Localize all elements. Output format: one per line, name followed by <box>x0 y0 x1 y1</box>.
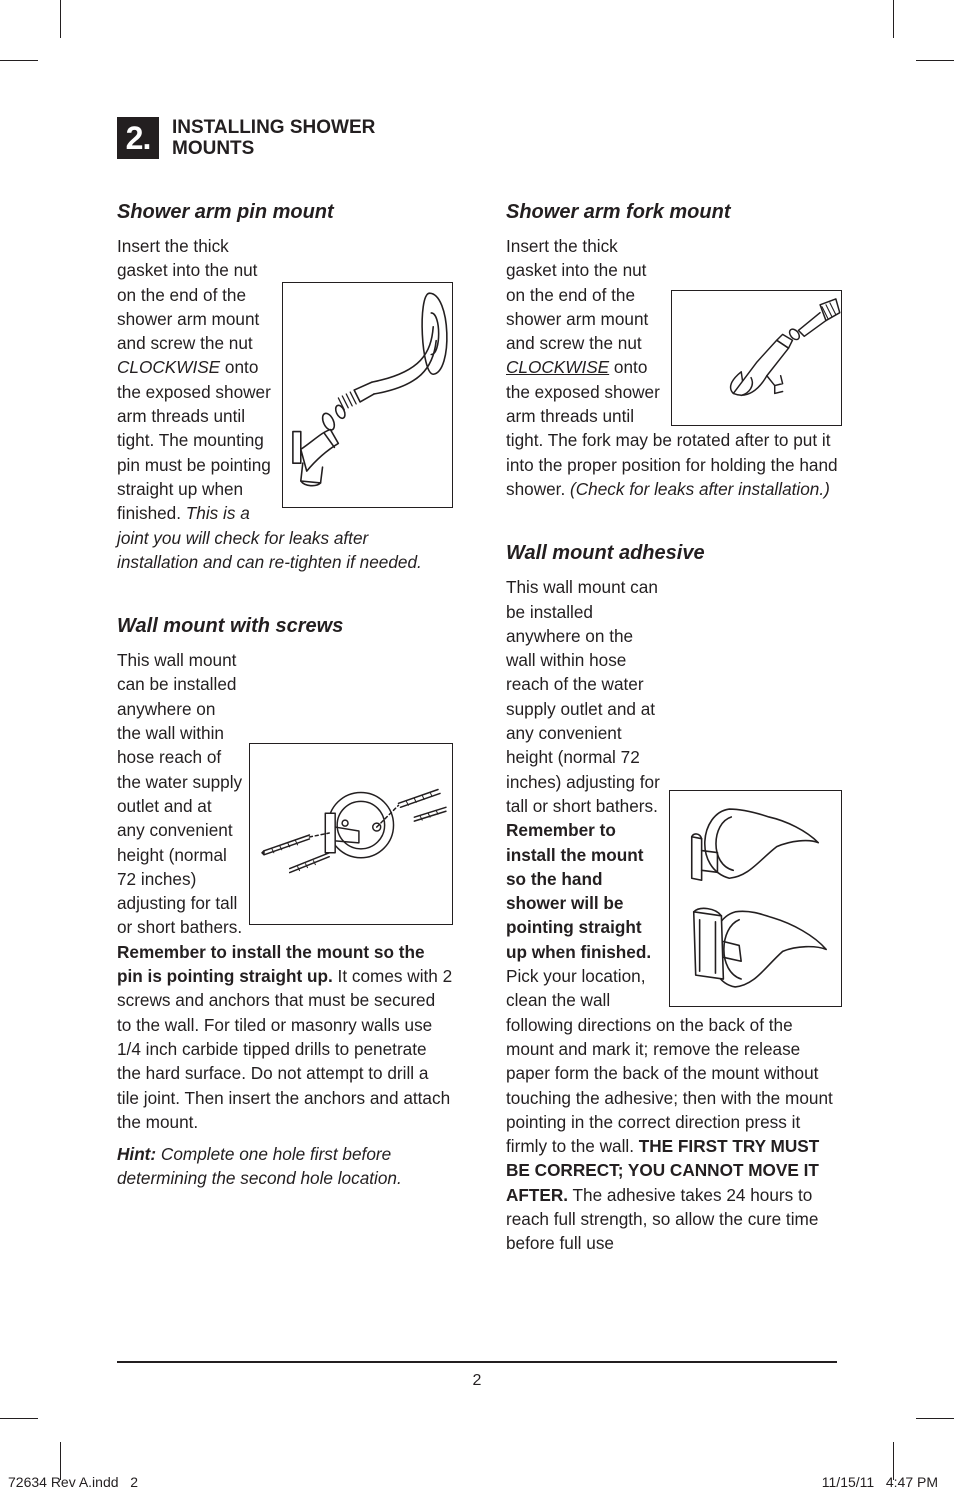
shower-arm-pin-mount-illustration <box>282 282 453 508</box>
page-number: 2 <box>472 1372 482 1389</box>
crop-mark <box>916 1418 954 1419</box>
print-slug-filename: 72634 Rev A.indd 2 <box>8 1474 138 1490</box>
adhesive-mount-heading: Wall mount adhesive <box>506 542 705 565</box>
pin-mount-section <box>117 200 453 574</box>
section-number: 2. <box>117 117 159 159</box>
left-column <box>117 200 453 1231</box>
section-title: INSTALLING SHOWER MOUNTS <box>172 117 376 159</box>
crop-mark <box>916 60 954 61</box>
screws-mount-section <box>117 614 453 1191</box>
wall-mount-screws-drawing <box>250 744 452 924</box>
crop-mark <box>0 60 38 61</box>
fork-mount-heading: Shower arm fork mount <box>506 201 731 223</box>
screws-mount-hint: Hint: Complete one hole first before determining the second hole location. <box>117 1144 402 1189</box>
adhesive-wall-mount-illustration <box>669 790 842 1007</box>
screws-mount-text: This wall mount can be installed anywhere on the wall within hose reach of the water supply outlet and at any convenient height (normal 72 inches) adjusting for tall or short bathers. Remember to install the mount so the pin is pointing straight up. It comes with 2 screws and anchors that must be secured to the wall. For tiled or masonry walls use 1/4 inch carbide tipped drills to penetrate the hard surface. Do not attempt to drill a tile joint. Then insert the anchors and attach the mount. <box>117 650 453 1132</box>
fork-mount-text: Insert the thick gasket into the nut on the end of the shower arm mount and screw the nut CLOCKWISE onto the exposed shower arm threads until tight. The fork may be rotated after to put it into the proper position for holding the hand shower. (Check for leaks after installation.) <box>506 234 842 501</box>
right-column <box>506 200 842 1296</box>
crop-mark <box>893 0 894 38</box>
shower-arm-fork-mount-illustration <box>671 290 842 426</box>
adhesive-mount-section <box>506 541 842 1255</box>
footer-rule <box>117 1361 837 1363</box>
pin-mount-heading: Shower arm pin mount <box>117 201 334 223</box>
crop-mark <box>60 0 61 38</box>
fork-mount-section <box>506 200 842 501</box>
pin-mount-text: Insert the thick gasket into the nut on the end of the shower arm mount and screw the nut CLOCKWISE onto the exposed shower arm threads until tight. The mounting pin must be pointing straight up when finished. This is a joint you will check for leaks after installation and can re-tighten if needed. <box>117 234 453 574</box>
shower-arm-pin-mount-drawing <box>283 283 452 507</box>
adhesive-wall-mount-drawing <box>670 791 841 1006</box>
wall-mount-screws-illustration <box>249 743 453 925</box>
adhesive-mount-text: This wall mount can be installed anywhere on the wall within hose reach of the water supply outlet and at any convenient height (normal 72 inches) adjusting for tall or short bathers. Remember to install the mount so the hand shower will be pointing straight up when finished. Pick your location, clean the wall following directions on the back of the mount and mark it; remove the release paper form the back of the mount without touching the adhesive; then with the mount pointing in the correct direction press it firmly to the wall. THE FIRST TRY MUST BE CORRECT; YOU CANNOT MOVE IT AFTER. The adhesive takes 24 hours to reach full strength, so allow the cure time before full use <box>506 575 842 1255</box>
print-slug-timestamp: 11/15/11 4:47 PM <box>821 1474 938 1490</box>
shower-arm-fork-mount-drawing <box>672 291 841 425</box>
screws-mount-heading: Wall mount with screws <box>117 615 344 638</box>
crop-mark <box>0 1418 38 1419</box>
